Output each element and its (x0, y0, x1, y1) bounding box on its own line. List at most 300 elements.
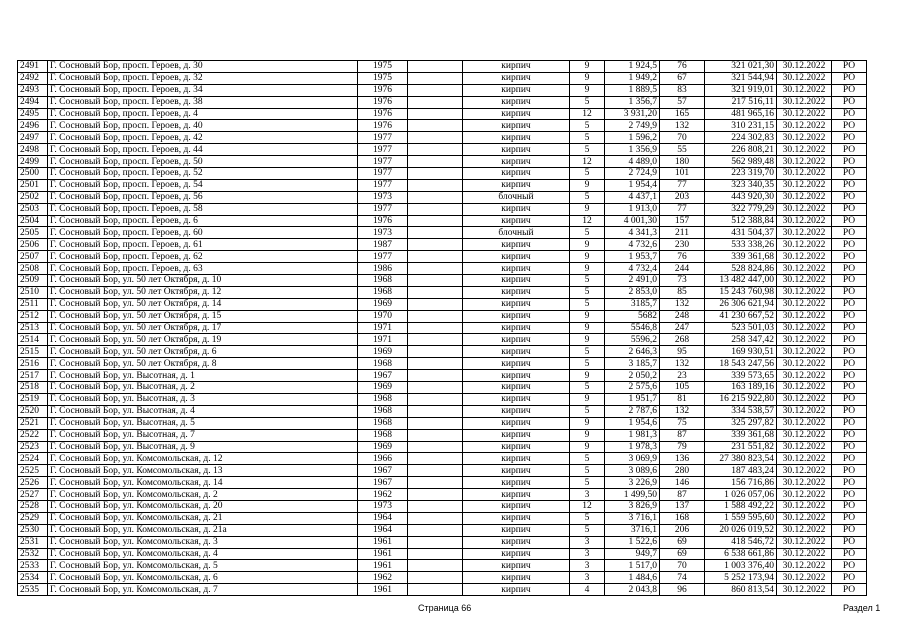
area-cell: 1 356,7 (605, 96, 660, 108)
program-type-cell: РО (832, 227, 867, 239)
row-number-cell: 2515 (18, 346, 48, 358)
wall-material-cell: кирпич (463, 382, 570, 394)
cost-cell: 20 026 019,52 (705, 524, 777, 536)
wall-material-cell: кирпич (463, 298, 570, 310)
table-row (18, 84, 867, 96)
wall-material-cell: кирпич (463, 132, 570, 144)
date-cell: 30.12.2022 (777, 322, 832, 334)
row-number-cell: 2532 (18, 548, 48, 560)
wall-material-cell: кирпич (463, 536, 570, 548)
address-cell: Г. Сосновый Бор, просп. Героев, д. 4 (48, 108, 358, 120)
floors-cell: 3 (570, 548, 605, 560)
address-cell: Г. Сосновый Бор, ул. Комсомольская, д. 5 (48, 560, 358, 572)
program-type-cell: РО (832, 179, 867, 191)
cost-cell: 1 588 492,22 (705, 500, 777, 512)
cost-cell: 334 538,57 (705, 405, 777, 417)
program-type-cell: РО (832, 310, 867, 322)
row-number-cell: 2491 (18, 61, 48, 73)
floors-cell: 9 (570, 334, 605, 346)
apartments-count-cell: 280 (660, 465, 705, 477)
date-cell: 30.12.2022 (777, 144, 832, 156)
table-row (18, 572, 867, 584)
wall-material-cell: кирпич (463, 500, 570, 512)
address-cell: Г. Сосновый Бор, ул. Комсомольская, д. 6 (48, 572, 358, 584)
address-cell: Г. Сосновый Бор, ул. Комсомольская, д. 7 (48, 584, 358, 596)
apartments-count-cell: 70 (660, 560, 705, 572)
wall-material-cell: кирпич (463, 239, 570, 251)
floors-cell: 9 (570, 322, 605, 334)
cost-cell: 523 501,03 (705, 322, 777, 334)
wall-material-cell: кирпич (463, 310, 570, 322)
floors-cell: 5 (570, 168, 605, 180)
apartments-count-cell: 75 (660, 417, 705, 429)
row-number-cell: 2520 (18, 405, 48, 417)
year-built-cell: 1970 (358, 310, 408, 322)
wall-material-cell: кирпич (463, 524, 570, 536)
table-row (18, 275, 867, 287)
apartments-count-cell: 87 (660, 429, 705, 441)
area-cell: 5546,8 (605, 322, 660, 334)
table-row (18, 96, 867, 108)
blank-cell (408, 132, 463, 144)
program-type-cell: РО (832, 298, 867, 310)
year-built-cell: 1967 (358, 370, 408, 382)
date-cell: 30.12.2022 (777, 572, 832, 584)
address-cell: Г. Сосновый Бор, просп. Героев, д. 32 (48, 72, 358, 84)
apartments-count-cell: 137 (660, 500, 705, 512)
cost-cell: 528 824,86 (705, 263, 777, 275)
wall-material-cell: кирпич (463, 358, 570, 370)
year-built-cell: 1986 (358, 263, 408, 275)
address-cell: Г. Сосновый Бор, ул. Комсомольская, д. 2 (48, 489, 358, 501)
area-cell: 1 924,5 (605, 61, 660, 73)
table-row (18, 203, 867, 215)
program-type-cell: РО (832, 286, 867, 298)
year-built-cell: 1961 (358, 548, 408, 560)
table-row (18, 251, 867, 263)
year-built-cell: 1967 (358, 477, 408, 489)
year-built-cell: 1976 (358, 96, 408, 108)
table-row (18, 322, 867, 334)
date-cell: 30.12.2022 (777, 72, 832, 84)
blank-cell (408, 548, 463, 560)
wall-material-cell: кирпич (463, 215, 570, 227)
address-cell: Г. Сосновый Бор, просп. Героев, д. 60 (48, 227, 358, 239)
row-number-cell: 2500 (18, 168, 48, 180)
floors-cell: 9 (570, 417, 605, 429)
blank-cell (408, 393, 463, 405)
program-type-cell: РО (832, 203, 867, 215)
address-cell: Г. Сосновый Бор, ул. 50 лет Октября, д. 6 (48, 346, 358, 358)
wall-material-cell: кирпич (463, 156, 570, 168)
wall-material-cell: кирпич (463, 572, 570, 584)
year-built-cell: 1969 (358, 382, 408, 394)
date-cell: 30.12.2022 (777, 477, 832, 489)
table-row (18, 524, 867, 536)
year-built-cell: 1968 (358, 417, 408, 429)
row-number-cell: 2512 (18, 310, 48, 322)
floors-cell: 5 (570, 524, 605, 536)
apartments-count-cell: 23 (660, 370, 705, 382)
date-cell: 30.12.2022 (777, 227, 832, 239)
row-number-cell: 2510 (18, 286, 48, 298)
blank-cell (408, 584, 463, 596)
floors-cell: 9 (570, 72, 605, 84)
wall-material-cell: кирпич (463, 322, 570, 334)
cost-cell: 418 546,72 (705, 536, 777, 548)
floors-cell: 9 (570, 263, 605, 275)
apartments-count-cell: 165 (660, 108, 705, 120)
floors-cell: 5 (570, 191, 605, 203)
area-cell: 2 043,8 (605, 584, 660, 596)
year-built-cell: 1969 (358, 346, 408, 358)
program-type-cell: РО (832, 96, 867, 108)
table-row (18, 429, 867, 441)
wall-material-cell: кирпич (463, 405, 570, 417)
address-cell: Г. Сосновый Бор, просп. Героев, д. 62 (48, 251, 358, 263)
address-cell: Г. Сосновый Бор, просп. Героев, д. 63 (48, 263, 358, 275)
floors-cell: 9 (570, 429, 605, 441)
date-cell: 30.12.2022 (777, 405, 832, 417)
blank-cell (408, 239, 463, 251)
wall-material-cell: кирпич (463, 286, 570, 298)
address-cell: Г. Сосновый Бор, просп. Героев, д. 30 (48, 61, 358, 73)
address-cell: Г. Сосновый Бор, ул. Комсомольская, д. 14 (48, 477, 358, 489)
apartments-count-cell: 203 (660, 191, 705, 203)
year-built-cell: 1987 (358, 239, 408, 251)
program-type-cell: РО (832, 263, 867, 275)
apartments-count-cell: 105 (660, 382, 705, 394)
address-cell: Г. Сосновый Бор, просп. Героев, д. 38 (48, 96, 358, 108)
date-cell: 30.12.2022 (777, 417, 832, 429)
floors-cell: 12 (570, 156, 605, 168)
area-cell: 2 749,9 (605, 120, 660, 132)
date-cell: 30.12.2022 (777, 191, 832, 203)
cost-cell: 156 716,86 (705, 477, 777, 489)
table-row (18, 346, 867, 358)
date-cell: 30.12.2022 (777, 215, 832, 227)
blank-cell (408, 251, 463, 263)
wall-material-cell: кирпич (463, 251, 570, 263)
date-cell: 30.12.2022 (777, 334, 832, 346)
cost-cell: 5 252 173,94 (705, 572, 777, 584)
cost-cell: 27 380 823,54 (705, 453, 777, 465)
row-number-cell: 2513 (18, 322, 48, 334)
apartments-count-cell: 157 (660, 215, 705, 227)
table-row (18, 227, 867, 239)
table-row (18, 156, 867, 168)
blank-cell (408, 227, 463, 239)
year-built-cell: 1977 (358, 132, 408, 144)
address-cell: Г. Сосновый Бор, ул. Комсомольская, д. 3 (48, 536, 358, 548)
row-number-cell: 2519 (18, 393, 48, 405)
cost-cell: 16 215 922,80 (705, 393, 777, 405)
area-cell: 3 716,1 (605, 512, 660, 524)
address-cell: Г. Сосновый Бор, просп. Героев, д. 6 (48, 215, 358, 227)
table-row (18, 191, 867, 203)
cost-cell: 224 302,83 (705, 132, 777, 144)
wall-material-cell: кирпич (463, 72, 570, 84)
date-cell: 30.12.2022 (777, 500, 832, 512)
cost-cell: 310 231,15 (705, 120, 777, 132)
cost-cell: 562 989,48 (705, 156, 777, 168)
program-type-cell: РО (832, 441, 867, 453)
date-cell: 30.12.2022 (777, 108, 832, 120)
area-cell: 2 724,9 (605, 168, 660, 180)
address-cell: Г. Сосновый Бор, ул. Комсомольская, д. 21 (48, 512, 358, 524)
row-number-cell: 2522 (18, 429, 48, 441)
floors-cell: 4 (570, 584, 605, 596)
year-built-cell: 1976 (358, 215, 408, 227)
row-number-cell: 2530 (18, 524, 48, 536)
address-cell: Г. Сосновый Бор, ул. Высотная, д. 1 (48, 370, 358, 382)
year-built-cell: 1975 (358, 72, 408, 84)
area-cell: 4 732,4 (605, 263, 660, 275)
floors-cell: 5 (570, 453, 605, 465)
date-cell: 30.12.2022 (777, 96, 832, 108)
wall-material-cell: кирпич (463, 584, 570, 596)
program-type-cell: РО (832, 512, 867, 524)
cost-cell: 481 965,16 (705, 108, 777, 120)
cost-cell: 321 021,30 (705, 61, 777, 73)
blank-cell (408, 560, 463, 572)
apartments-count-cell: 101 (660, 168, 705, 180)
wall-material-cell: кирпич (463, 560, 570, 572)
floors-cell: 5 (570, 144, 605, 156)
date-cell: 30.12.2022 (777, 441, 832, 453)
date-cell: 30.12.2022 (777, 120, 832, 132)
apartments-count-cell: 268 (660, 334, 705, 346)
program-type-cell: РО (832, 477, 867, 489)
row-number-cell: 2503 (18, 203, 48, 215)
floors-cell: 5 (570, 346, 605, 358)
wall-material-cell: кирпич (463, 168, 570, 180)
blank-cell (408, 168, 463, 180)
blank-cell (408, 536, 463, 548)
apartments-count-cell: 77 (660, 203, 705, 215)
address-cell: Г. Сосновый Бор, просп. Героев, д. 56 (48, 191, 358, 203)
area-cell: 1 517,0 (605, 560, 660, 572)
year-built-cell: 1962 (358, 572, 408, 584)
cost-cell: 169 930,51 (705, 346, 777, 358)
wall-material-cell: кирпич (463, 84, 570, 96)
address-cell: Г. Сосновый Бор, ул. 50 лет Октября, д. 10 (48, 275, 358, 287)
wall-material-cell: кирпич (463, 203, 570, 215)
blank-cell (408, 358, 463, 370)
program-type-cell: РО (832, 156, 867, 168)
wall-material-cell: кирпич (463, 96, 570, 108)
table-row (18, 441, 867, 453)
blank-cell (408, 108, 463, 120)
floors-cell: 9 (570, 393, 605, 405)
year-built-cell: 1976 (358, 120, 408, 132)
floors-cell: 9 (570, 61, 605, 73)
apartments-count-cell: 74 (660, 572, 705, 584)
area-cell: 1 951,7 (605, 393, 660, 405)
program-type-cell: РО (832, 417, 867, 429)
floors-cell: 5 (570, 405, 605, 417)
floors-cell: 12 (570, 215, 605, 227)
wall-material-cell: кирпич (463, 179, 570, 191)
date-cell: 30.12.2022 (777, 560, 832, 572)
row-number-cell: 2506 (18, 239, 48, 251)
date-cell: 30.12.2022 (777, 429, 832, 441)
year-built-cell: 1977 (358, 168, 408, 180)
cost-cell: 226 808,21 (705, 144, 777, 156)
floors-cell: 5 (570, 120, 605, 132)
year-built-cell: 1971 (358, 322, 408, 334)
table-row (18, 132, 867, 144)
apartments-count-cell: 55 (660, 144, 705, 156)
wall-material-cell: кирпич (463, 512, 570, 524)
floors-cell: 9 (570, 251, 605, 263)
area-cell: 2 787,6 (605, 405, 660, 417)
apartments-count-cell: 69 (660, 536, 705, 548)
area-cell: 4 001,30 (605, 215, 660, 227)
date-cell: 30.12.2022 (777, 132, 832, 144)
table-row (18, 108, 867, 120)
area-cell: 1 484,6 (605, 572, 660, 584)
year-built-cell: 1968 (358, 429, 408, 441)
blank-cell (408, 441, 463, 453)
row-number-cell: 2517 (18, 370, 48, 382)
apartments-count-cell: 132 (660, 358, 705, 370)
cost-cell: 431 504,37 (705, 227, 777, 239)
date-cell: 30.12.2022 (777, 203, 832, 215)
table-row (18, 512, 867, 524)
wall-material-cell: кирпич (463, 453, 570, 465)
blank-cell (408, 179, 463, 191)
address-cell: Г. Сосновый Бор, ул. 50 лет Октября, д. 12 (48, 286, 358, 298)
row-number-cell: 2528 (18, 500, 48, 512)
table-row (18, 215, 867, 227)
address-cell: Г. Сосновый Бор, ул. 50 лет Октября, д. 17 (48, 322, 358, 334)
blank-cell (408, 275, 463, 287)
year-built-cell: 1967 (358, 465, 408, 477)
blank-cell (408, 96, 463, 108)
blank-cell (408, 203, 463, 215)
blank-cell (408, 346, 463, 358)
address-cell: Г. Сосновый Бор, ул. Высотная, д. 2 (48, 382, 358, 394)
blank-cell (408, 191, 463, 203)
program-type-cell: РО (832, 548, 867, 560)
floors-cell: 12 (570, 108, 605, 120)
apartments-count-cell: 79 (660, 441, 705, 453)
table-row (18, 168, 867, 180)
area-cell: 1 522,6 (605, 536, 660, 548)
program-type-cell: РО (832, 405, 867, 417)
area-cell: 2 853,0 (605, 286, 660, 298)
table-row (18, 453, 867, 465)
cost-cell: 860 813,54 (705, 584, 777, 596)
row-number-cell: 2498 (18, 144, 48, 156)
cost-cell: 1 559 595,60 (705, 512, 777, 524)
wall-material-cell: кирпич (463, 108, 570, 120)
table-row (18, 120, 867, 132)
floors-cell: 9 (570, 179, 605, 191)
date-cell: 30.12.2022 (777, 548, 832, 560)
area-cell: 1 499,50 (605, 489, 660, 501)
address-cell: Г. Сосновый Бор, ул. Высотная, д. 7 (48, 429, 358, 441)
apartments-count-cell: 248 (660, 310, 705, 322)
cost-cell: 163 189,16 (705, 382, 777, 394)
floors-cell: 12 (570, 500, 605, 512)
cost-cell: 231 551,82 (705, 441, 777, 453)
apartments-count-cell: 67 (660, 72, 705, 84)
date-cell: 30.12.2022 (777, 156, 832, 168)
area-cell: 949,7 (605, 548, 660, 560)
blank-cell (408, 477, 463, 489)
date-cell: 30.12.2022 (777, 584, 832, 596)
address-cell: Г. Сосновый Бор, просп. Героев, д. 61 (48, 239, 358, 251)
table-row (18, 382, 867, 394)
apartments-count-cell: 247 (660, 322, 705, 334)
address-cell: Г. Сосновый Бор, просп. Героев, д. 54 (48, 179, 358, 191)
date-cell: 30.12.2022 (777, 168, 832, 180)
floors-cell: 5 (570, 286, 605, 298)
area-cell: 2 491,0 (605, 275, 660, 287)
program-type-cell: РО (832, 334, 867, 346)
program-type-cell: РО (832, 84, 867, 96)
program-type-cell: РО (832, 251, 867, 263)
area-cell: 1 954,6 (605, 417, 660, 429)
year-built-cell: 1961 (358, 584, 408, 596)
cost-cell: 323 340,35 (705, 179, 777, 191)
apartments-count-cell: 96 (660, 584, 705, 596)
row-number-cell: 2509 (18, 275, 48, 287)
blank-cell (408, 263, 463, 275)
apartments-count-cell: 73 (660, 275, 705, 287)
area-cell: 5596,2 (605, 334, 660, 346)
blank-cell (408, 322, 463, 334)
program-type-cell: РО (832, 429, 867, 441)
blank-cell (408, 310, 463, 322)
year-built-cell: 1968 (358, 358, 408, 370)
area-cell: 1 949,2 (605, 72, 660, 84)
address-cell: Г. Сосновый Бор, ул. Комсомольская, д. 12 (48, 453, 358, 465)
program-type-cell: РО (832, 168, 867, 180)
table-row (18, 286, 867, 298)
apartments-count-cell: 77 (660, 179, 705, 191)
apartments-count-cell: 132 (660, 405, 705, 417)
row-number-cell: 2495 (18, 108, 48, 120)
cost-cell: 187 483,24 (705, 465, 777, 477)
row-number-cell: 2492 (18, 72, 48, 84)
date-cell: 30.12.2022 (777, 275, 832, 287)
apartments-count-cell: 211 (660, 227, 705, 239)
year-built-cell: 1971 (358, 334, 408, 346)
blank-cell (408, 489, 463, 501)
date-cell: 30.12.2022 (777, 251, 832, 263)
apartments-count-cell: 69 (660, 548, 705, 560)
floors-cell: 5 (570, 298, 605, 310)
row-number-cell: 2534 (18, 572, 48, 584)
year-built-cell: 1976 (358, 108, 408, 120)
year-built-cell: 1977 (358, 179, 408, 191)
apartments-count-cell: 132 (660, 120, 705, 132)
row-number-cell: 2505 (18, 227, 48, 239)
area-cell: 1 981,3 (605, 429, 660, 441)
wall-material-cell: кирпич (463, 477, 570, 489)
address-cell: Г. Сосновый Бор, ул. Комсомольская, д. 13 (48, 465, 358, 477)
date-cell: 30.12.2022 (777, 239, 832, 251)
row-number-cell: 2521 (18, 417, 48, 429)
date-cell: 30.12.2022 (777, 536, 832, 548)
area-cell: 1 953,7 (605, 251, 660, 263)
area-cell: 4 341,3 (605, 227, 660, 239)
year-built-cell: 1977 (358, 156, 408, 168)
blank-cell (408, 453, 463, 465)
